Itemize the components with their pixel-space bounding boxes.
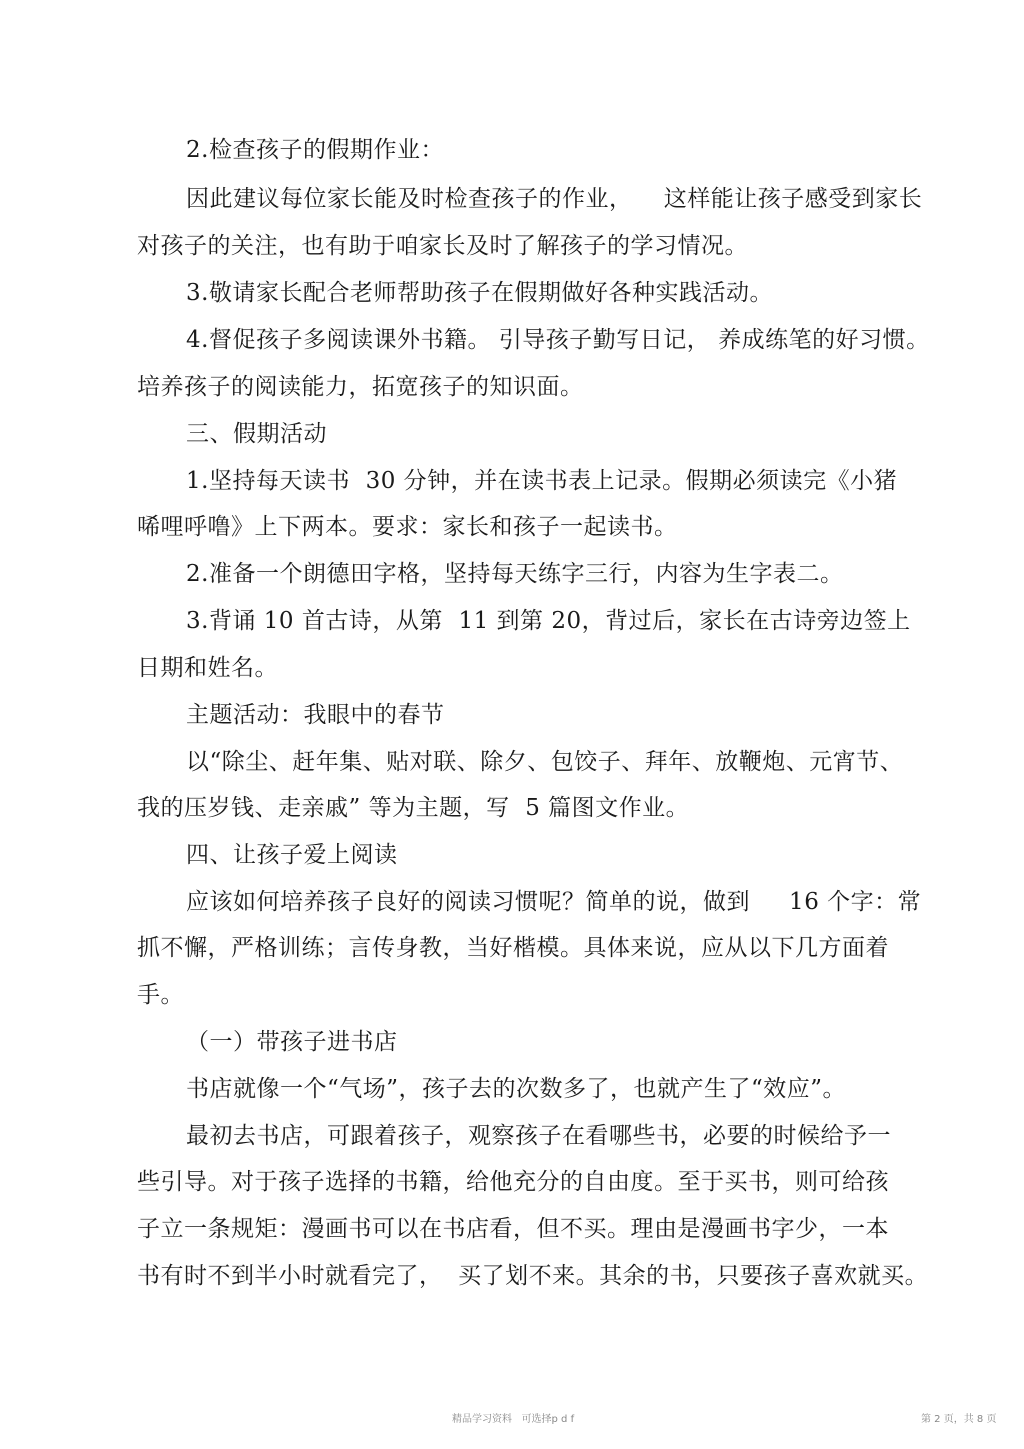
text-line-19: 手。 xyxy=(137,982,184,1008)
text-line-9: 唏哩呼噜》上下两本。要求：家长和孩子一起读书。 xyxy=(137,514,678,540)
theme-activity-heading: 主题活动：我眼中的春节 xyxy=(186,702,445,728)
text-line-2: 因此建议每位家长能及时检查孩子的作业， 这样能让孩子感受到家长 xyxy=(186,186,923,212)
text-line-5: 4.督促孩子多阅读课外书籍。 引导孩子勤写日记， 养成练笔的好习惯。 xyxy=(186,327,930,353)
text-line-21: 书店就像一个“气场”，孩子去的次数多了，也就产生了“效应”。 xyxy=(186,1076,847,1102)
text-line-3: 对孩子的关注，也有助于咱家长及时了解孩子的学习情况。 xyxy=(137,233,748,259)
text-line-11: 3.背诵 10 首古诗，从第 11 到第 20，背过后，家长在古诗旁边签上 xyxy=(186,608,911,634)
text-line-8: 1.坚持每天读书 30 分钟，并在读书表上记录。假期必须读完《小猪 xyxy=(186,468,898,494)
section-heading-3: 三、假期活动 xyxy=(186,421,327,447)
text-line-24: 子立一条规矩：漫画书可以在书店看，但不买。理由是漫画书字少，一本 xyxy=(137,1216,889,1242)
subsection-heading-1: （一）带孩子进书店 xyxy=(186,1029,398,1055)
text-line-17: 应该如何培养孩子良好的阅读习惯呢？简单的说，做到 16 个字：常 xyxy=(186,889,922,915)
text-line-14: 以“除尘、赶年集、贴对联、除夕、包饺子、拜年、放鞭炮、元宵节、 xyxy=(186,749,904,775)
text-line-1: 2.检查孩子的假期作业： xyxy=(186,137,444,163)
text-line-15: 我的压岁钱、走亲戚” 等为主题，写 5 篇图文作业。 xyxy=(137,795,690,821)
section-heading-4: 四、让孩子爱上阅读 xyxy=(186,842,398,868)
text-line-22: 最初去书店，可跟着孩子，观察孩子在看哪些书，必要的时候给予一 xyxy=(186,1123,891,1149)
text-line-12: 日期和姓名。 xyxy=(137,655,278,681)
page-number: 第 2 页，共 8 页 xyxy=(921,1414,997,1425)
text-line-18: 抓不懈，严格训练；言传身教，当好楷模。具体来说，应从以下几方面着 xyxy=(137,935,889,961)
text-line-6: 培养孩子的阅读能力，拓宽孩子的知识面。 xyxy=(137,374,584,400)
text-line-10: 2.准备一个朗德田字格，坚持每天练字三行，内容为生字表二。 xyxy=(186,561,844,587)
text-line-4: 3.敬请家长配合老师帮助孩子在假期做好各种实践活动。 xyxy=(186,280,773,306)
footer-watermark: 精品学习资料 可选择p d f xyxy=(452,1414,575,1425)
text-line-23: 些引导。对于孩子选择的书籍，给他充分的自由度。至于买书，则可给孩 xyxy=(137,1169,889,1195)
text-line-25: 书有时不到半小时就看完了， 买了划不来。其余的书，只要孩子喜欢就买。 xyxy=(137,1263,929,1289)
